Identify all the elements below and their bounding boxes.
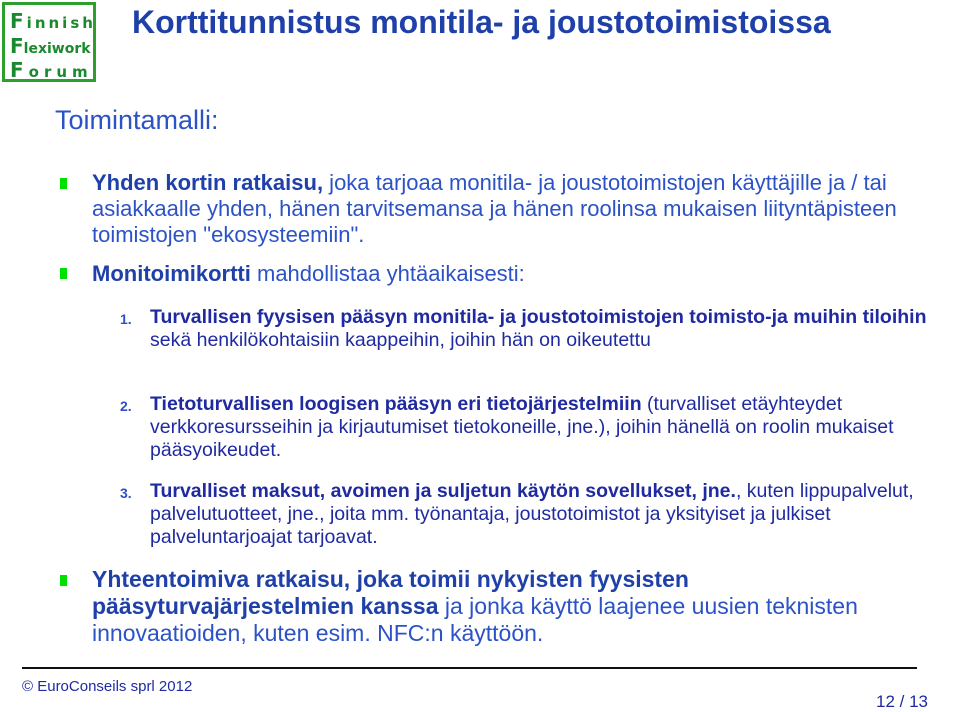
bullet-three-text: Yhteentoimiva ratkaisu, joka toimii nykyisten fyysisten pääsyturvajärjestelmien kanssa ja jonka käyttö laajenee uusien teknisten innovaatioiden, kuten esim. NFC:n käyttöön. [92,566,858,646]
list-item: Turvalliset maksut, avoimen ja suljetun käytön sovellukset, jne., kuten lippupalvelut, palvelutuotteet, jne., joita mm. työnantaja, joustotoimistot ja yksityiset ja julkiset palveluntarjoajat tarjoavat. [150,480,914,548]
page-number: 12 / 13 [876,692,928,711]
section-heading: Toimintamalli: [55,105,219,135]
bullet-two-text: Monitoimikortti mahdollistaa yhtäaikaisesti: [92,261,525,286]
footer-copyright: © EuroConseils sprl 2012 [22,678,193,695]
slide-title: Korttitunnistus monitila- ja joustotoimistoissa [132,4,831,40]
logo-line-1: Finnish [10,9,96,33]
list-item: Turvallisen fyysisen pääsyn monitila- ja joustotoimistojen toimisto-ja muihin tiloihin sekä henkilökohtaisiin kaappeihin, joihin hän on oikeutettu [150,306,927,351]
footer-divider [22,667,917,669]
finnish-flexiwork-forum-logo [2,2,96,82]
bullet-square-icon [60,178,67,189]
logo-line-3: Forum [10,58,93,82]
bullet-one-text: Yhden kortin ratkaisu, joka tarjoaa monitila- ja joustotoimistojen käyttäjille ja / tai asiakkaalle yhden, hänen tarvitsemansa ja hänen roolinsa mukaisen liityntäpisteen toimistojen "ekosysteemiin". [92,170,897,247]
list-item: Tietoturvallisen loogisen pääsyn eri tietojärjestelmiin (turvalliset etäyhteydet verkkoresursseihin ja kirjautumiset tietokoneille, jne.), joihin hänellä on roolin mukaiset pääsyoikeudet. [150,393,894,461]
bullet-square-icon [60,268,67,279]
list-number: 1. [120,311,132,327]
list-number: 2. [120,398,132,414]
logo-line-2: Flexiwork [10,34,91,58]
bullet-square-icon [60,575,67,586]
list-number: 3. [120,485,132,501]
